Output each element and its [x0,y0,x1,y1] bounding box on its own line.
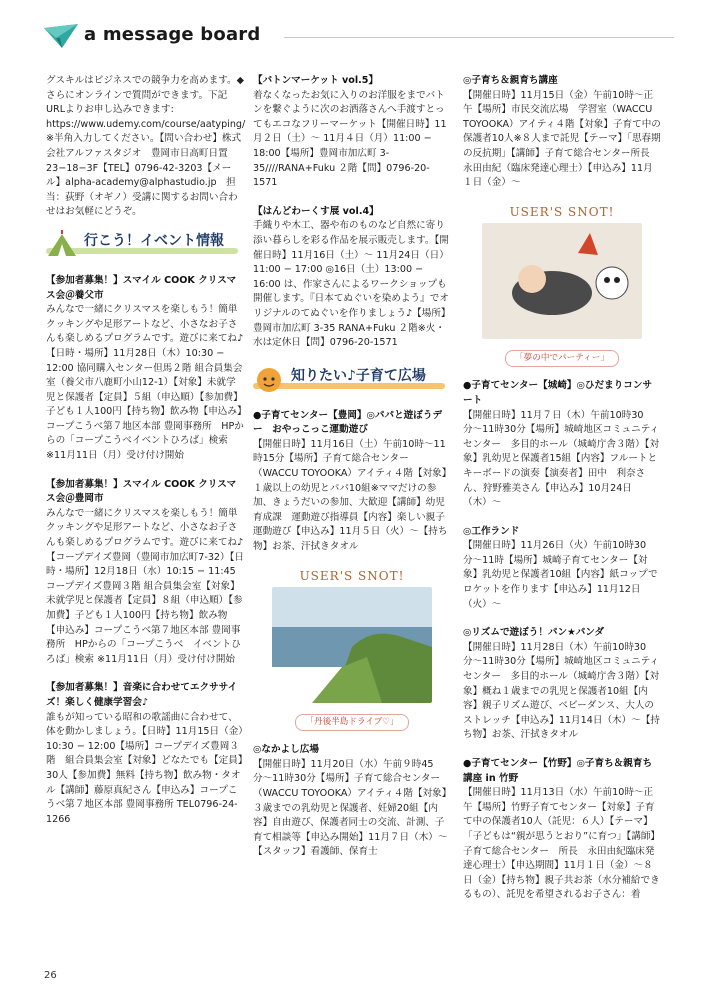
event-item [463,525,661,613]
section-events [46,230,244,260]
event-title: 【はんどわーくす展 vol.4】 [253,205,379,217]
event-item [46,274,244,464]
user-photo [482,205,642,368]
column-middle [253,74,451,874]
event-item [463,626,661,743]
event-title: 【バトンマーケット vol.5】 [253,75,379,86]
event-body: 【開催日時】11月13日（水）午前10時〜正午【場所】竹野子育てセンター【対象】子育て中の保護者10人（託児：６人）【テーマ】「子どもは“親が思うとおり”に育つ」【講師】子育て総合センター 所長 永田由紀臨床発達心理士）【申込期間】11月１日（金）〜８日（金）【持ち物】親子共お茶（水分補給できるもの）、託児を希望されるお子さん：着 [463,787,661,901]
section-title: 知りたい♪子育て広場 [291,367,426,384]
event-title: 【参加者募集！】音楽に合わせてエクササイズ！楽しく健康学習会♪ [46,682,238,708]
page-title: a message board [84,24,261,45]
page-number: 26 [44,970,57,981]
event-body: 【開催日時】11月28日（木）午前10時30分〜11時30分【場所】城崎地区コミュニティセンター 多目的ホール（城崎庁舎３階）【対象】概ね１歳までの乳児と保護者10組【内容】親子リズム遊び、ベビーダンス、大人のストレッチ【申込み】11月14日（木）〜【持ち物】お茶、汗拭きタオル [463,641,661,741]
event-body: 着なくなったお気に入りのお洋服をまでバトンを繋ぐように次のお洒落さんへ手渡すとってもエコなフリーマーケット【開催日時】11月２日（土）〜 11月４日（月）11:00 − 18:00【場所】豊岡市加広町 3-35////RANA+Fuku ２階【問】0796-20-1571 [253,89,447,189]
intro-text: グスキルはビジネスでの競争力を高めます。◆さらにオンラインで質問ができます。下記URLよりお申し込みできます: https://www.udemy.com/course/aatyping/※半角入力してください。【問い合わせ】株式会社アルファスタジオ 豊岡市日高町日置23−18−3F【TEL】0796-42-3203【メール】alpha-academy@alphastudio.jp 担当：荻野（オギノ）受講に関するお問い合わせはお気軽にどうぞ。 [46,75,246,218]
event-title: ●子育てセンター【城崎】◎ひだまりコンサート [463,380,653,406]
photo-caption: 「夢の中でパーティー」 [505,350,619,367]
header-divider [284,37,674,38]
photo-caption: 「丹後半島ドライブ♡」 [295,714,409,731]
event-body: 【開催日時】11月15日（金）午前10時〜正午【場所】市民交流広場 学習室（WACCU TOYOOKA）アイティ４階【対象】子育て中の保護者10人※８人まで託児【テーマ】「思春期の反抗期」【講師】子育て総合センター所長 永田由紀（臨床発達心理士）【申込み】11月１日（金）〜 [463,89,661,189]
event-title: ◎工作ランド [463,525,520,537]
section-parenting [253,365,451,395]
event-item [253,743,451,860]
tent-icon [46,230,78,258]
coast-photo [272,587,432,703]
event-item [46,478,244,668]
event-title: ◎子育ち＆親育ち講座 [463,75,558,86]
event-item [253,74,451,191]
column-left [46,74,244,841]
page-header [44,22,674,54]
event-body: 【開催日時】11月16日（土）午前10時〜11時15分【場所】子育て総合センター（WACCU TOYOOKA）アイティ４階【対象】１歳以上の幼児とパパ10組※ママだけの参加、きょうだいの参加、大歓迎【講師】幼児育成課 運動遊び指導員【内容】楽しい親子運動遊び【申込み】11月５日（火）〜【持ち物】お茶、汗拭きタオル [253,438,448,553]
baby-photo [482,223,642,339]
event-item [463,379,661,510]
photo-header: USER'S SNOT! [299,568,405,583]
event-title: 【参加者募集！】スマイル COOK クリスマス会＠養父市 [46,274,237,301]
event-body: みんなで一緒にクリスマスを楽しもう！簡単クッキングや足形アートなど、小さなお子さんも楽しめるプログラムです。遊びに来てね♪【日時・場所】11月28日（木）10:30 − 12:00 協同購入センター但馬２階 組合員集会室（養父市八鹿町小山12-1）【対象】未就学児と保護者【定員】５組（申込順）【参加費】子ども１人100円【持ち物】飲み物【申込み】コープこうべ第７地区本部 豊岡事務所 HPからの「コープこうべイベントひろば」検索 ※11月11日（月）受け付け開始 [46,304,244,462]
column-right [463,74,661,917]
event-title: ●子育てセンター【竹野】◎子育ち＆親育ち講座 in 竹野 [463,758,653,784]
paper-plane-icon [44,24,78,50]
event-body: 【開催日時】11月20日（水）午前９時45分〜11時30分【場所】子育て総合センター（WACCU TOYOOKA）アイティ４階【対象】３歳までの乳幼児と保護者、妊婦20組【内容】自由遊び、保護者同士の交流、計測、子育て相談等【申込み開始】11月７日（木）〜【スタッフ】看護師、保育士 [253,758,448,858]
event-body: 【開催日時】11月７日（木）午前10時30分〜11時30分【場所】城崎地区コミュニティセンター 多目的ホール（城崎庁舎３階）【対象】乳幼児と保護者15組【内容】フルートとキーボードの演奏【演奏者】田中 利奈さん、狩野雅美さん【申込み】10月24日（木）〜 [463,409,660,509]
event-title: ◎なかよし広場 [253,744,319,756]
event-body: 【開催日時】11月26日（火）午前10時30分〜11時【場所】城崎子育てセンター【対象】乳幼児と保護者10組【内容】紙コップでロケットを作ります【申込み】11月12日（火）〜 [463,540,658,610]
event-item [253,205,451,351]
user-photo [272,569,432,732]
event-item [253,409,451,555]
event-body: みんなで一緒にクリスマスを楽しもう！簡単クッキングや足形アートなど、小さなお子さんも楽しめるプログラムです。遊びに来てね♪【コープデイズ豊岡（豊岡市加広町7-32）【日時・場所】12月18日（水）10:15 − 11:45 コープデイズ豊岡３階 組合員集会室【対象】未就学児と保護者【定員】８組（申込順）【参加費】子ども１人100円【持ち物】飲み物【申込み】コープこうべ第７地区本部 豊岡事務所 HPからの「コープこうべ イベントひろば」検索 ※11月11日（月）受け付け開始 [46,507,246,665]
section-title: 行こう！イベント情報 [84,232,224,249]
event-body: 誰もが知っている昭和の歌謡曲に合わせて、体を動かしましょう。【日時】11月15日（金）10:30 − 12:00【場所】コープデイズ豊岡３階 組合員集会室【対象】どなたでも【定員】30人【参加費】無料【持ち物】飲み物・タオル【講師】藤原真紀さん【申込み】コープこうべ第７地区本部 豊岡事務所 TEL0796-24-1266 [46,711,244,825]
event-item [46,681,244,827]
photo-header: USER'S SNOT! [509,204,615,219]
event-title: 【参加者募集！】スマイル COOK クリスマス会＠豊岡市 [46,478,237,505]
child-face-icon [253,365,285,393]
event-title: ◎リズムで遊ぼう！パン★パンダ [463,627,605,639]
event-item [463,757,661,903]
event-item [463,74,661,191]
event-body: 手織りや木工、器や布のものなど自然に寄り添い暮らしを彩る作品を展示販売します。【開催日時】11月16日（土）〜 11月24日（日）11:00 − 17:00 ◎16日（土）13:00 − 16:00 は、作家さんによるワークショップも開催します。『日本てぬぐいを染めよう』でオリジナルのてぬぐいを作りましょう♪【場所】豊岡市加広町 3-35 RANA+Fuku ２階※火・水は定休日【問】0796-20-1571 [253,220,451,349]
event-title: ●子育てセンター【豊岡】◎パパと遊ぼうデー おやっこっこ運動遊び [253,409,443,436]
